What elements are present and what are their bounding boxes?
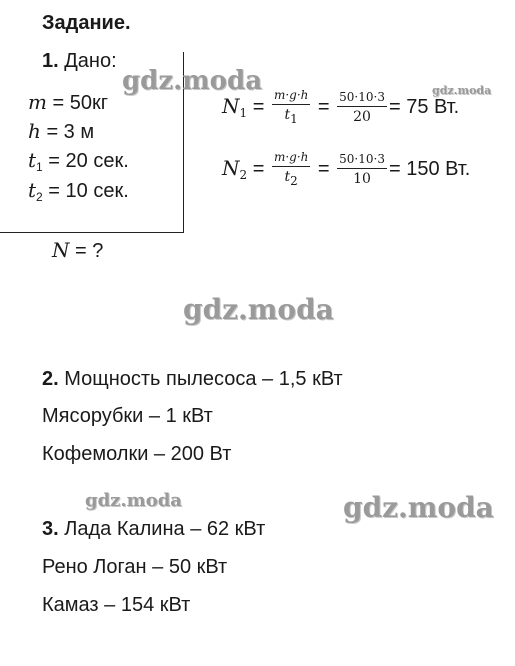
given-time2 (28, 178, 129, 204)
formula-n1-frac1-den-var: t (284, 107, 291, 123)
given-time2-sub: 2 (36, 190, 43, 204)
task2-line-2: Мясорубки – 1 кВт (42, 405, 213, 427)
page-title: Задание. (42, 12, 131, 34)
task2-line-1 (42, 368, 343, 391)
formula-n1-result: = 75 Вт. (388, 95, 460, 118)
formula-n2-result: = 150 Вт. (388, 157, 471, 180)
formula-n2-frac2 (337, 152, 387, 187)
task2-line-1-text: Мощность пылесоса – 1,5 кВт (64, 368, 343, 390)
given-mass (28, 90, 108, 115)
formula-n1-eq1: = (247, 95, 270, 118)
watermark-logo: gdz.moda (343, 491, 494, 524)
watermark-logo: gdz.moda (183, 293, 334, 326)
task2-number: 2. (42, 368, 59, 390)
given-height-value: = 3 м (40, 121, 95, 143)
given-time2-value: = 10 сек. (42, 180, 129, 202)
task2-line-3: Кофемолки – 200 Вт (42, 443, 232, 465)
formula-n1-frac2-num: 50·10·3 (337, 90, 387, 107)
formula-n2-frac2-den: 10 (353, 170, 371, 187)
task1-number: 1. (42, 50, 59, 72)
formula-n2-frac1-den-var: t (284, 169, 291, 185)
find-var: N (52, 238, 70, 262)
formula-n1-frac2 (337, 90, 387, 125)
formula-n1-lhs-sub: 1 (239, 106, 248, 120)
task1-header (42, 50, 117, 73)
formula-n2-frac1 (272, 150, 310, 188)
formula-n1-frac1-den (285, 105, 298, 126)
formula-n2-eq1: = (247, 157, 270, 180)
formula-n2-lhs-var: N (222, 156, 240, 180)
formula-n2-frac1-den (285, 167, 298, 188)
formula-n1-frac1 (272, 88, 310, 126)
given-mass-var: m (28, 90, 47, 114)
task3-line-2: Рено Логан – 50 кВт (42, 556, 228, 578)
find-line (52, 238, 103, 263)
task3-line-1 (42, 518, 265, 541)
given-mass-value: = 50кг (46, 92, 109, 114)
given-height (28, 119, 94, 144)
given-height-var: h (28, 119, 41, 143)
formula-n1-frac2-den: 20 (353, 108, 371, 125)
formula-n2 (222, 150, 470, 188)
given-time1-var: t (28, 148, 37, 172)
formula-n1-lhs-var: N (222, 94, 240, 118)
watermark-logo: gdz.moda (432, 84, 492, 97)
given-label: Дано: (64, 50, 117, 72)
given-divider-horizontal (0, 232, 184, 233)
formula-n2-lhs (222, 156, 247, 182)
given-time1 (28, 148, 129, 174)
given-time1-value: = 20 сек. (42, 150, 129, 172)
formula-n1-lhs (222, 94, 247, 120)
task3-number: 3. (42, 518, 59, 540)
formula-n2-frac1-num: m·g·h (272, 150, 310, 167)
find-value: = ? (69, 240, 104, 262)
given-time1-sub: 1 (36, 160, 43, 174)
formula-n1-frac1-den-sub: 1 (290, 112, 298, 126)
task3-line-3: Камаз – 154 кВт (42, 594, 191, 616)
formula-n1-frac1-num: m·g·h (272, 88, 310, 105)
formula-n1-eq2: = (312, 95, 336, 118)
watermark-logo: gdz.moda (85, 490, 182, 511)
formula-n2-frac2-num: 50·10·3 (337, 152, 387, 169)
formula-n2-eq2: = (312, 157, 336, 180)
watermark-logo: gdz.moda (122, 66, 263, 96)
formula-n2-frac1-den-sub: 2 (290, 174, 298, 188)
given-time2-var: t (28, 178, 37, 202)
formula-n2-lhs-sub: 2 (239, 168, 248, 182)
task3-line-1-text: Лада Калина – 62 кВт (64, 518, 266, 540)
